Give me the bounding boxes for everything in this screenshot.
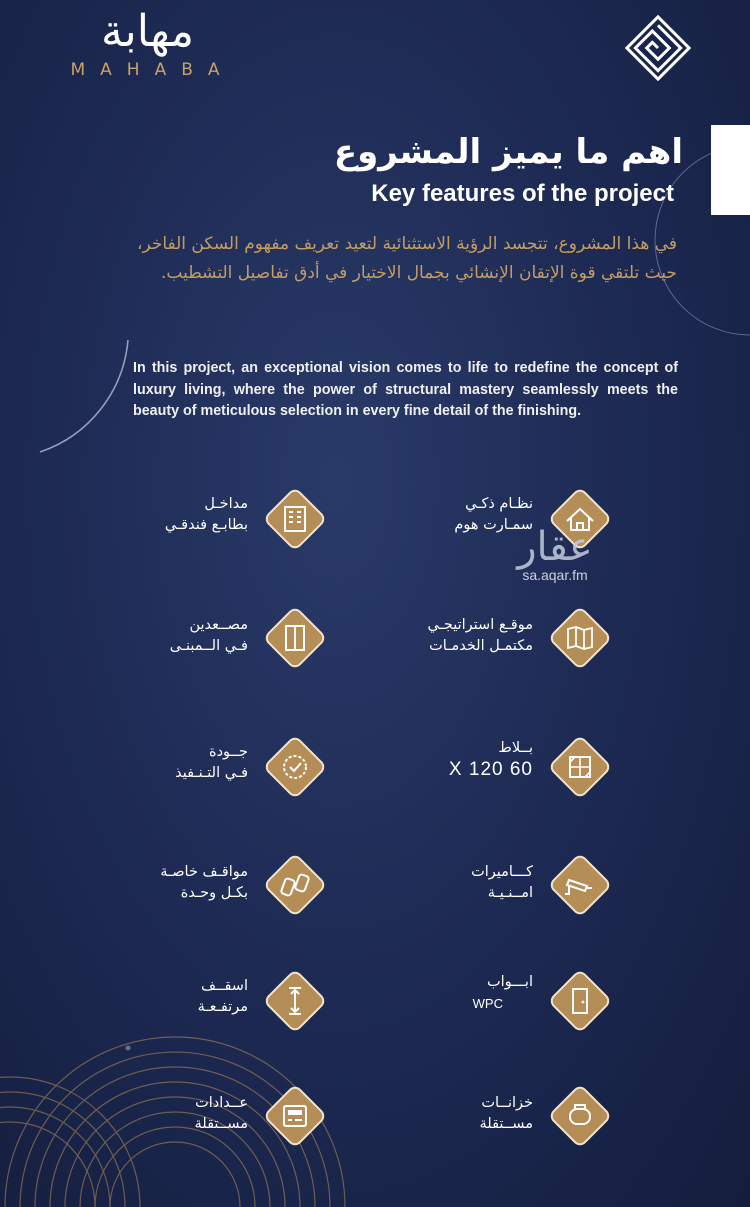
meter-icon [260, 1081, 330, 1151]
feature-quality [0, 732, 330, 802]
feature-line2: 60 X 120 [448, 759, 533, 780]
developer-logo-icon [622, 12, 694, 84]
feature-line2: بطابـع فندقـي [164, 517, 248, 533]
feature-wpc-doors [285, 966, 615, 1036]
feature-line1: نظـام ذكـي [465, 496, 533, 512]
hotel-building-icon [260, 484, 330, 554]
ceiling-height-icon [260, 966, 330, 1036]
feature-two-elevators [0, 603, 330, 673]
map-location-icon [545, 603, 615, 673]
floor-tile-icon [545, 732, 615, 802]
feature-private-parking [0, 850, 330, 920]
brand-logo [40, 6, 255, 80]
feature-line1: جــودة [208, 744, 248, 760]
quality-badge-icon [260, 732, 330, 802]
side-tab [711, 125, 750, 215]
feature-line2: WPC [472, 996, 503, 1011]
feature-line1: مداخـل [204, 496, 248, 512]
feature-line2: مســتقلة [194, 1116, 248, 1132]
watermark-arabic: عقار [517, 524, 593, 570]
section-title-english: Key features of the project [371, 180, 674, 207]
feature-line2: سمـارت هوم [454, 517, 533, 533]
feature-line1: مواقـف خاصـة [160, 864, 248, 880]
feature-line1: كـــاميرات [471, 864, 533, 880]
door-icon [545, 966, 615, 1036]
description-arabic: في هذا المشروع، تتجسد الرؤية الاستثنائية لتعيد تعريف مفهوم السكن الفاخر، حيث تلتقي قوة الإتقان الإنشائي بجمال الاختيار في أدق تفاصيل التشطيب. [136, 234, 677, 283]
parking-cars-icon [260, 850, 330, 920]
feature-separate-meters [0, 1081, 330, 1151]
feature-line1: اسقــف [200, 978, 248, 994]
feature-strategic-location [285, 603, 615, 673]
feature-line1: خزانــات [481, 1095, 533, 1111]
feature-line2: فـي التـنـفيذ [175, 765, 248, 781]
feature-line2: بكـل وحـدة [180, 885, 248, 901]
brand-name-arabic: مهابة [100, 6, 195, 57]
brand-name-english: MAHABA [70, 60, 235, 80]
elevator-icon [260, 603, 330, 673]
section-title-arabic: اهم ما يميز المشروع [333, 132, 683, 172]
feature-high-ceilings [0, 966, 330, 1036]
feature-separate-tanks [285, 1081, 615, 1151]
feature-line1: ابـــواب [487, 974, 533, 990]
water-tank-icon [545, 1081, 615, 1151]
feature-line2: امــنـيـة [487, 885, 533, 901]
feature-line1: بــلاط [498, 740, 533, 756]
feature-line2: مســتقلة [479, 1116, 533, 1132]
feature-line1: مصــعدين [189, 617, 248, 633]
watermark-url: sa.aqar.fm [522, 567, 588, 583]
feature-line2: مرتفـعـة [197, 999, 248, 1015]
feature-line1: موقـع استراتيجـي [427, 617, 533, 633]
security-camera-icon [545, 850, 615, 920]
feature-tiles [285, 732, 615, 802]
feature-line1: عــدادات [195, 1095, 248, 1111]
feature-hotel-entrances [0, 484, 330, 554]
watermark [495, 525, 615, 583]
feature-line2: مكتمـل الخدمـات [429, 638, 533, 654]
feature-line2: فـي الــمبنـى [169, 638, 248, 654]
description-english: In this project, an exceptional vision comes to life to redefine the concept of luxury living, where the power of structural mastery seamlessly meets the beauty of meticulous selection in every fine detail of the finishing. [133, 360, 678, 419]
feature-security-cameras [285, 850, 615, 920]
